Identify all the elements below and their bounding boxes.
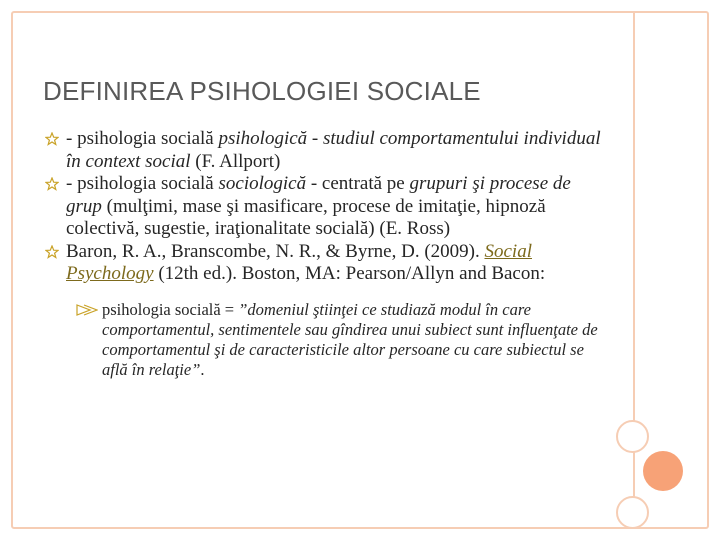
item-text-2: sociologică [218,173,307,194]
item-text-4: grupuri şi procese de grup [66,173,571,217]
item-text-1: Baron, R. A., Branscombe, N. R., & Byrne, D. (2009). [66,240,485,262]
list-item [45,173,610,241]
sub-item-text-1: psihologia socială = [102,299,239,319]
item-text-3: - centrată pe [306,173,410,194]
decorative-circle-bottom [616,496,649,529]
star-bullet-icon [45,177,59,191]
bullet-list [45,128,610,380]
sub-item-text-3: . [200,359,205,379]
decorative-circle-top [616,420,649,453]
star-bullet-icon [45,132,59,146]
triangle-bullet-icon [76,304,98,316]
item-text-1: - psihologia socială [66,173,219,194]
list-item [45,128,610,173]
slide-title: DEFINIREA PSIHOLOGIEI SOCIALE [43,76,481,106]
item-text-2: (12th ed.). Boston, MA: Pearson/Allyn and Bacon: [153,263,546,284]
list-item [45,241,610,380]
sub-bullet-list [76,300,610,380]
item-text-2: psihologică [218,128,308,149]
sub-item-quote: ”domeniul ştiinţei ce studiază modul în care comportamentul, sentimentele sau gîndirea unui subiect sunt influenţate de comportamentul şi de caracteristicile altor persoane cu care subiectul se află în relaţie” [102,299,598,379]
item-text-4: studiul comportamentului individual în context social [66,128,601,172]
decorative-circle-accent [643,451,683,491]
item-text-5: (F. Allport) [190,150,281,172]
citation-link[interactable]: Social Psychology [66,240,532,284]
item-text-1: - psihologia socială [66,128,219,149]
item-text-5: (mulţimi, mase şi masificare, procese de imitaţie, hipnoză colectivă, sugestie, iraţionalitate socială) (E. Ross) [66,195,546,239]
star-bullet-icon [45,245,59,259]
item-text-3: - [307,128,323,149]
sub-list-item [76,300,610,380]
